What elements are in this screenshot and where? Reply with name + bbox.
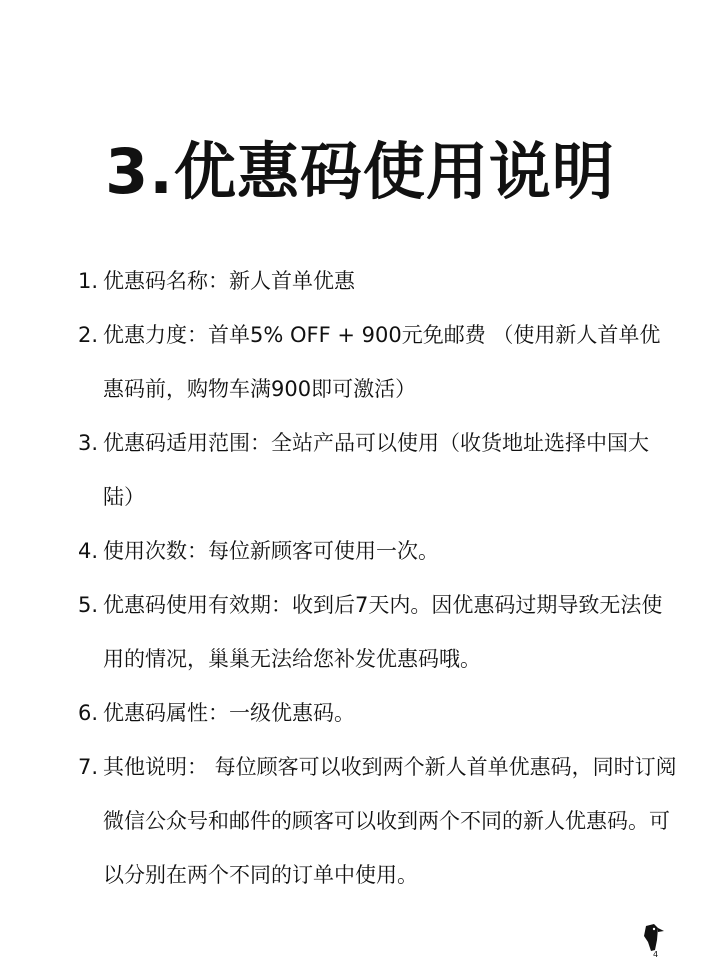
- title-number: 3.: [105, 135, 174, 208]
- item-index: 1.: [78, 269, 99, 293]
- list-item: [78, 254, 678, 308]
- list-item: [78, 524, 678, 578]
- list-item: [78, 308, 678, 416]
- item-index: 5.: [78, 593, 99, 617]
- item-text: 优惠码适用范围：全站产品可以使用（收货地址选择中国大陆）: [103, 431, 649, 509]
- item-text: 优惠码使用有效期：收到后7天内。因优惠码过期导致无法使用的情况，巢巢无法给您补发优惠码哦。: [103, 593, 663, 671]
- item-text: 优惠码属性：一级优惠码。: [103, 701, 355, 725]
- instruction-list: [78, 254, 678, 902]
- logo-number: 4: [653, 950, 659, 958]
- item-index: 3.: [78, 431, 99, 455]
- list-item: [78, 416, 678, 524]
- item-index: 2.: [78, 323, 99, 347]
- item-index: 6.: [78, 701, 99, 725]
- item-text: 优惠力度：首单5% OFF + 900元免邮费 （使用新人首单优惠码前，购物车满900即可激活）: [103, 323, 661, 401]
- list-item: [78, 578, 678, 686]
- item-index: 7.: [78, 755, 99, 779]
- item-index: 4.: [78, 539, 99, 563]
- bird-logo-svg: [640, 922, 668, 958]
- list-item: [78, 686, 678, 740]
- list-item: [78, 740, 678, 902]
- title-text: 优惠码使用说明: [173, 135, 615, 208]
- page-title: [0, 132, 720, 212]
- item-text: 优惠码名称：新人首单优惠: [103, 269, 355, 293]
- bird-logo-icon: [640, 922, 668, 958]
- item-text: 其他说明： 每位顾客可以收到两个新人首单优惠码，同时订阅微信公众号和邮件的顾客可以收到两个不同的新人优惠码。可以分别在两个不同的订单中使用。: [103, 755, 677, 887]
- item-text: 使用次数：每位新顾客可使用一次。: [103, 539, 439, 563]
